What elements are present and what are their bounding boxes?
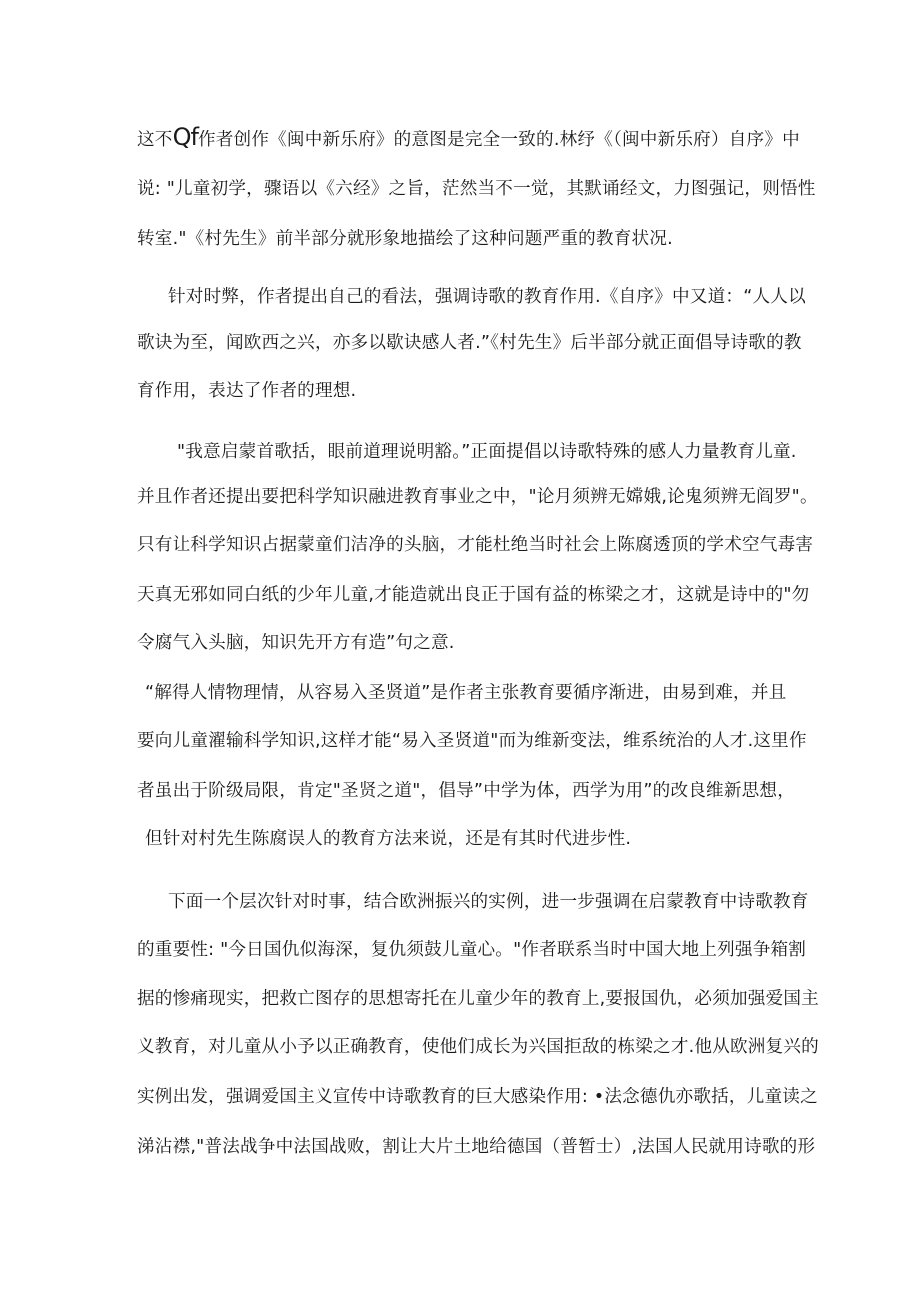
text-line: 天真无邪如同白纸的少年儿童,才能造就出良正于国有益的栋梁之才，这就是诗中的"勿 bbox=[137, 585, 810, 605]
text-line: 下面一个层次针对时事，结合欧洲振兴的实例，进一步强调在启蒙教育中诗歌教育 bbox=[168, 892, 809, 912]
text-line: 者虽出于阶级局限，肯定"圣贤之道"，倡导”中学为体，西学为用”的改良维新思想， bbox=[137, 781, 795, 801]
text-line: 据的惨痛现实，把救亡图存的思想寄托在儿童少年的教育上,要报国仇，必须加强爱国主 bbox=[137, 989, 819, 1009]
text-line: 实例出发，强调爱国主义宣传中诗歌教育的巨大感染作用: •法念德仇亦歌括，儿童读之 bbox=[137, 1087, 818, 1107]
text-line: 令腐气入头脑，知识先开方有造”句之意. bbox=[137, 633, 455, 653]
text-line: 说: "儿童初学，骤语以《六经》之旨，茫然当不一觉，其默诵经文，力图强记，则悟性 bbox=[137, 179, 816, 199]
text-line: 针对时弊，作者提出自己的看法，强调诗歌的教育作用.《自序》中又道：“人人以 bbox=[168, 287, 806, 307]
text-line: 义教育，对儿童从小予以正确教育，使他们成长为兴国拒敌的栋梁之才.他从欧洲复兴的 bbox=[137, 1037, 819, 1057]
text-line: 涕沾襟,"普法战争中法国战败，割让大片土地给德国（普暂士）,法国人民就用诗歌的形 bbox=[137, 1137, 816, 1157]
text-line: 的重要性: "今日国仇似海深，复仇须鼓儿童心。"作者联系当时中国大地上列强争箱割 bbox=[137, 940, 807, 960]
text-line bbox=[137, 125, 837, 152]
text-line: 转室."《村先生》前半部分就形象地描绘了这种问题严重的教育状况. bbox=[137, 229, 673, 249]
text-line: 并且作者还提出要把科学知识融进教育事业之中，"论月须辨无嫦娥,论鬼须辨无阎罗"。 bbox=[137, 487, 818, 507]
text-line: 要向儿童濯输科学知识,这样才能“易入圣贤道"而为维新变法，维系统治的人才.这里作 bbox=[137, 731, 807, 751]
text-line: 育作用，表达了作者的理想. bbox=[137, 381, 357, 401]
text-segment: 这不 bbox=[137, 130, 173, 150]
text-line: 但针对村先生陈腐误人的教育方法来说，还是有其时代进步性. bbox=[145, 829, 632, 849]
ocr-artifact-text: Qf bbox=[172, 123, 198, 151]
text-line: 只有让科学知识占据蒙童们洁净的头脑，才能杜绝当时社会上陈腐透顶的学术空气毒害 bbox=[137, 535, 814, 555]
text-segment: 作者创作《闽中新乐府》的意图是完全一致的.林纾《（闽中新乐府）自序》中 bbox=[197, 130, 800, 150]
text-line: “解得人情物理情，从容易入圣贤道”是作者主张教育要循序渐进，由易到难，并且 bbox=[145, 683, 787, 703]
text-line: "我意启蒙首歌括，眼前道理说明豁。”正面提倡以诗歌特殊的感人力量教育儿童. bbox=[177, 442, 797, 462]
text-line: 歌诀为至，闻欧西之兴，亦多以歇诀感人者.”《村先生》后半部分就正面倡导诗歌的教 bbox=[137, 333, 802, 353]
